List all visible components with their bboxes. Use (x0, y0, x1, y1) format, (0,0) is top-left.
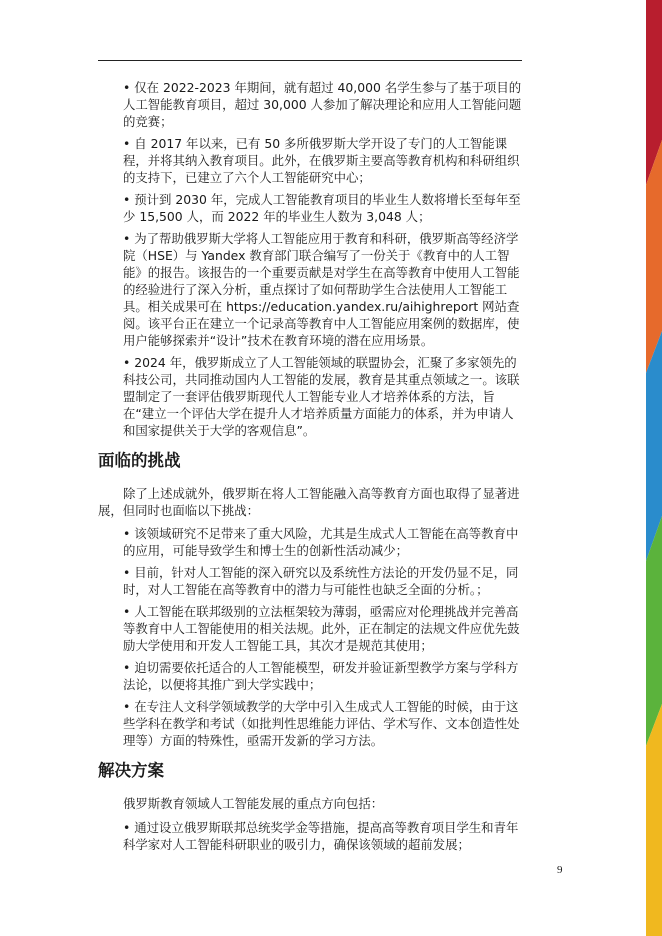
challenge-item: • 在专注人文科学领域教学的大学中引入生成式人工智能的时候，由于这些学科在教学和考试（如批判性思维能力评估、学术写作、文本创造性处理等）方面的特殊性，亟需开发新的学习方法。 (123, 699, 520, 748)
solution-item: • 通过设立俄罗斯联邦总统奖学金等措施，提高高等教育项目学生和青年科学家对人工智能科研职业的吸引力，确保该领域的超前发展； (123, 820, 519, 852)
header-rule (98, 60, 522, 61)
achievement-item: • 为了帮助俄罗斯大学将人工智能应用于教育和科研，俄罗斯高等经济学院（HSE）与 Yandex 教育部门联合编写了一份关于《教育中的人工智能》的报告。该报告的一个重要贡献是对学生在高等教育中使用人工智能的经验进行了深入分析，重点探讨了如何帮助学生合法使用人工智能工具。相关成果可在 https://education.yandex.ru/aihighreport 网站查阅。该平台正在建立一个记录高等教育中人工智能应用案例的数据库，使用户能够探索并“设计”技术在教育环境的潜在应用场景。 (123, 231, 520, 348)
achievement-item: • 2024 年，俄罗斯成立了人工智能领域的联盟协会，汇聚了多家领先的科技公司，共同推动国内人工智能的发展，教育是其重点领域之一。该联盟制定了一套评估俄罗斯现代人工智能专业人才培养体系的方法，旨在“建立一个评估大学在提升人才培养质量方面能力的体系，并为申请人和国家提供关于大学的客观信息”。 (123, 355, 520, 438)
page-number: 9 (557, 864, 563, 876)
challenge-item: • 人工智能在联邦级别的立法框架较为薄弱，亟需应对伦理挑战并完善高等教育中人工智能使用的相关法规。此外，正在制定的法规文件应优先鼓励大学使用和开发人工智能工具，其次才是规范其使用； (123, 604, 520, 653)
achievement-item: • 仅在 2022-2023 年期间，就有超过 40,000 名学生参与了基于项目的人工智能教育项目，超过 30,000 人参加了解决理论和应用人工智能问题的竞赛； (123, 80, 522, 129)
challenges-heading: 面临的挑战 (98, 451, 181, 470)
solutions-intro: 俄罗斯教育领域人工智能发展的重点方向包括： (123, 796, 384, 811)
challenge-item: • 该领域研究不足带来了重大风险，尤其是生成式人工智能在高等教育中的应用，可能导致学生和博士生的创新性活动减少； (123, 526, 519, 558)
achievement-item: • 自 2017 年以来，已有 50 多所俄罗斯大学开设了专门的人工智能课程，并将其纳入教育项目。此外，在俄罗斯主要高等教育机构和科研组织的支持下，已建立了六个人工智能研究中心； (123, 136, 520, 185)
challenge-item: • 目前，针对人工智能的深入研究以及系统性方法论的开发仍显不足，同时，对人工智能在高等教育中的潜力与可能性也缺乏全面的分析。； (123, 565, 519, 597)
challenges-intro: 除了上述成就外，俄罗斯在将人工智能融入高等教育方面也取得了显著进展，但同时也面临以下挑战： (98, 486, 520, 518)
solutions-heading: 解决方案 (98, 761, 164, 780)
page-body (98, 79, 522, 858)
challenge-item: • 迫切需要依托适合的人工智能模型，研发并验证新型教学方案与学科方法论，以便将其推广到大学实践中； (123, 660, 519, 692)
achievement-item: • 预计到 2030 年，完成人工智能教育项目的毕业生人数将增长至每年至少 15,500 人，而 2022 年的毕业生人数为 3,048 人； (123, 192, 521, 224)
decorative-color-stripe (646, 0, 662, 936)
